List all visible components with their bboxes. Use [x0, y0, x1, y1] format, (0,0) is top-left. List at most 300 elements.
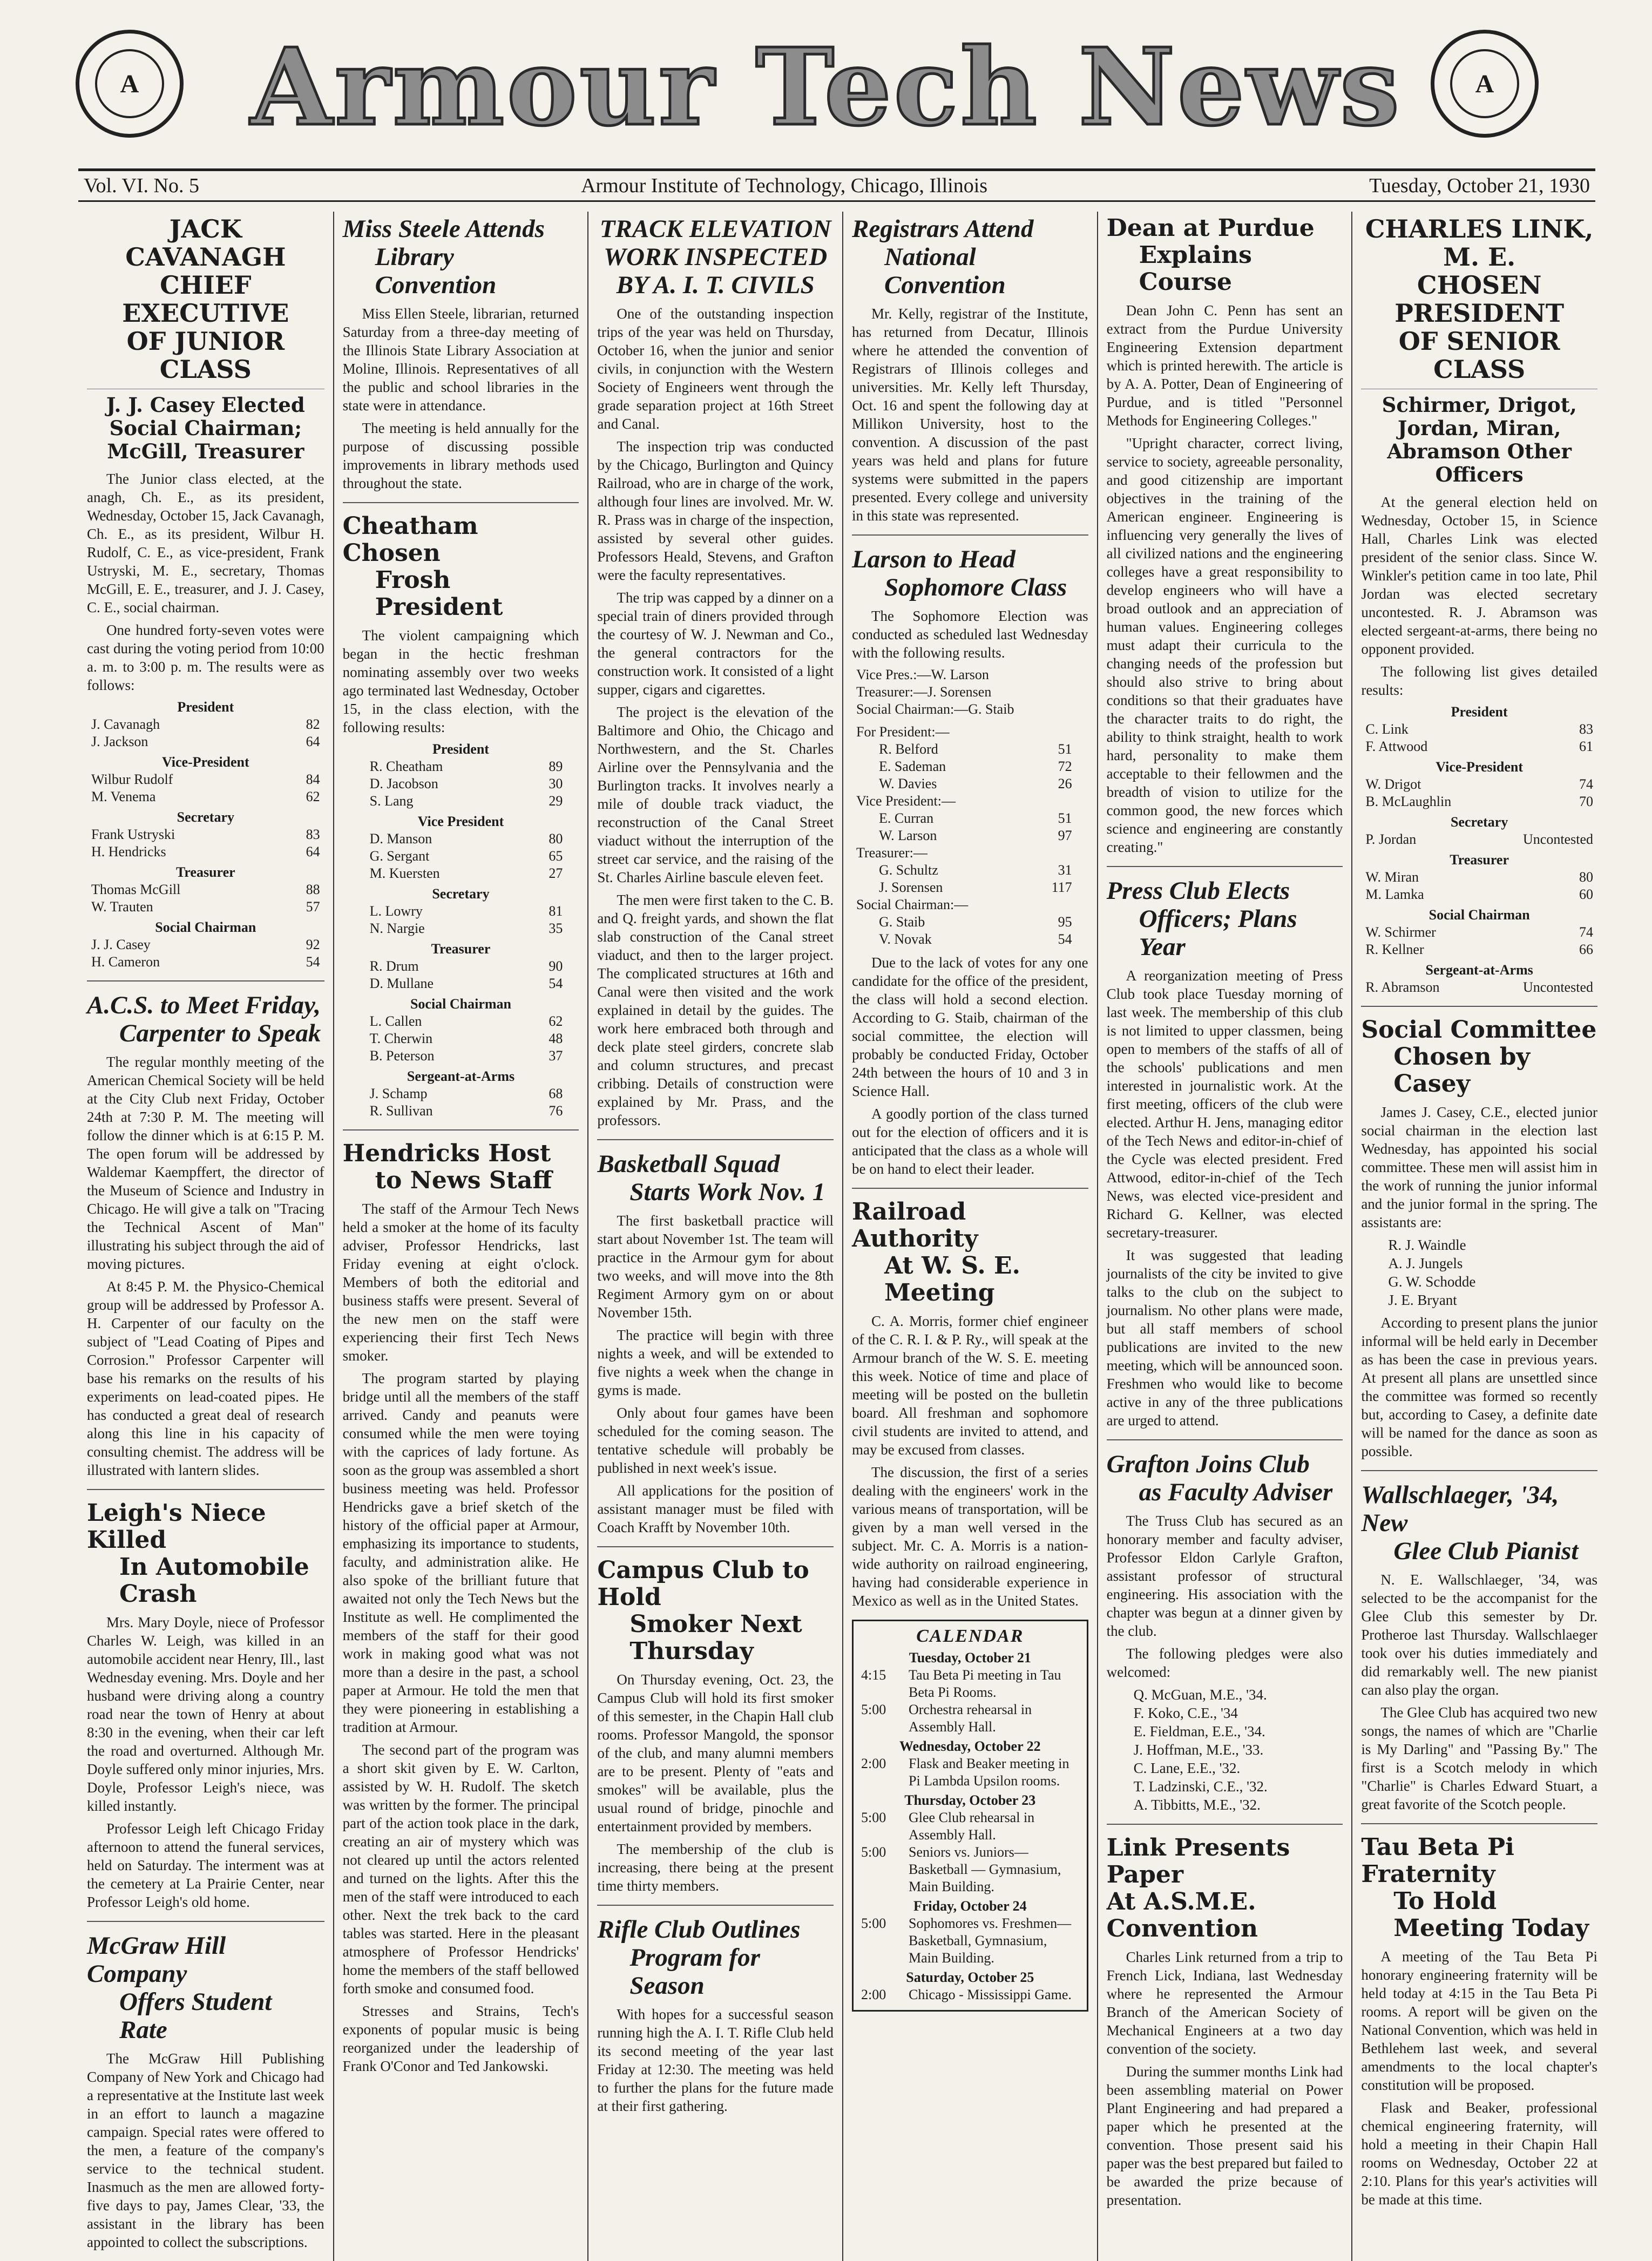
results-group-title: President: [177, 699, 234, 715]
event-time: 5:00: [861, 1702, 886, 1717]
headline-line: Tau Beta Pi Fraternity: [1361, 1833, 1514, 1888]
results-row: [343, 1030, 579, 1047]
headline-line: WORK INSPECTED: [604, 243, 828, 271]
vote-count: 60: [1579, 886, 1593, 902]
paragraph: During the summer months Link had been assembling material on Power Plant Engineering and had prepared a paper which he presented at the convention. Those present said his paper was the best prepared but failed to be awarded the prize because of presentation.: [1106, 2063, 1343, 2208]
results-group-title: Treasurer: [175, 864, 235, 880]
event-description: Seniors vs. Juniors—Basketball — Gymnasium, Main Building.: [908, 1844, 1061, 1894]
results-row: [852, 810, 1088, 827]
headline: [1107, 1450, 1343, 1506]
article-campus-club: [597, 1546, 834, 1895]
calendar-event: [861, 1915, 1079, 1967]
candidate-name: R. Kellner: [1365, 942, 1424, 957]
vote-count: 72: [1058, 759, 1072, 774]
seal-letter: A: [1450, 49, 1519, 118]
article-senior-election: [1361, 215, 1597, 996]
subheadline: J. J. Casey Elected Social Chairman; McGill, Treasurer: [87, 389, 324, 463]
paragraph: The practice will begin with three nights a week, and will be extended to five nights a week when the change in gyms is made.: [597, 1327, 834, 1398]
headline: [597, 1557, 834, 1665]
candidate-name: W. Davies: [878, 776, 937, 791]
paragraph: The following pledges were also welcomed:: [1106, 1646, 1343, 1680]
candidate-name: P. Jordan: [1365, 831, 1417, 847]
article-sophomore-election: [852, 534, 1088, 1178]
candidate-name: W. Schirmer: [1365, 924, 1436, 940]
vote-count: 54: [306, 954, 320, 970]
vote-count: 76: [549, 1103, 563, 1119]
vote-count: 27: [549, 865, 563, 881]
headline-line: Explains Course: [1139, 241, 1252, 296]
volume-number: Vol. VI. No. 5: [84, 174, 199, 197]
article-acs-meeting: [87, 980, 324, 1479]
vote-count: 61: [1579, 739, 1593, 754]
headline-line: CHARLES LINK, M. E.: [1365, 214, 1594, 272]
article-basketball: [597, 1139, 834, 1536]
results-row: [1361, 886, 1597, 903]
headline-line: Carpenter to Speak: [119, 1019, 321, 1047]
headline-line: Railroad Authority: [851, 1198, 978, 1253]
headline-line: Dean at Purdue: [1106, 214, 1315, 242]
results-table: [87, 699, 324, 971]
candidate-name: W. Drigot: [1365, 776, 1421, 792]
results-row: [852, 931, 1088, 948]
headline: [343, 1140, 579, 1194]
results-row: [343, 830, 579, 848]
article-tau-beta-pi: [1361, 1823, 1597, 2209]
headline-line: In Automobile Crash: [119, 1553, 309, 1608]
headline-line: Glee Club Pianist: [1393, 1537, 1579, 1565]
results-group-title: Social Chairman:—: [856, 897, 969, 912]
headline: [87, 991, 324, 1047]
vote-count: 31: [1058, 862, 1072, 878]
pledge: C. Lane, E.E., '32.: [1133, 1760, 1241, 1776]
candidate-name: N. Nargie: [369, 920, 425, 936]
headline: [343, 513, 579, 621]
candidate-name: E. Curran: [878, 810, 934, 826]
paragraph: The project is the elevation of the Baltimore and Ohio, the Chicago and Northwestern, and the St. Charles Airline over the Pennsylvania and the Burlington tracks. It involves nearly a mile of double track viaduct, the reconstruction of the Canal Street viaduct without the interruption of the street car service, and the raising of the St. Charles Airline bascule eleven feet.: [597, 704, 834, 885]
paragraph: The Junior class elected, at the anagh, Ch. E., as its president, Wednesday, October 15, Jack Cavanagh, Ch. E., as its president, Wilbur H. Rudolf, C. E., as vice-president, Frank Ustryski, M. E., secretary, Thomas McGill, E. E., treasurer, and J. J. Casey, C. E., social chairman.: [87, 471, 324, 615]
candidate-name: G. Staib: [878, 914, 925, 930]
institution: Armour Institute of Technology, Chicago, Illinois: [581, 174, 988, 197]
vote-count: 26: [1058, 776, 1072, 791]
calendar-event: [861, 1844, 1079, 1896]
headline: [852, 545, 1088, 601]
results-row: [343, 1013, 579, 1030]
headline: [87, 1500, 324, 1608]
paragraph: The Glee Club has acquired two new songs, the names of which are "Charlie is My Darling" and "Passing By." The first is a Scotch melody in which "Charlie" is Charles Edward Stuart, a great favorite of the Scotch people.: [1361, 1704, 1597, 1812]
headline: [852, 1199, 1088, 1306]
article-track-elevation: [597, 215, 834, 1129]
vote-count: 74: [1579, 924, 1593, 940]
article-purdue-dean: [1107, 215, 1343, 856]
candidate-name: L. Lowry: [369, 903, 423, 919]
results-row: [87, 843, 324, 861]
candidate-name: L. Callen: [369, 1013, 422, 1029]
headline-line: TRACK ELEVATION: [599, 215, 831, 243]
headline-line: Officers; Plans Year: [1139, 905, 1297, 961]
results-row: [852, 862, 1088, 879]
headline-line: as Faculty Adviser: [1139, 1478, 1333, 1506]
paragraph: Charles Link returned from a trip to French Lick, Indiana, last Wednesday where he represented the Armour Branch of the American Society of Mechanical Engineers at a two day convention of the society.: [1106, 1949, 1343, 2057]
vote-count: 95: [1058, 914, 1072, 930]
vote-count: 92: [306, 937, 320, 952]
candidate-name: D. Mullane: [369, 976, 434, 991]
headline-line: CHIEF EXECUTIVE: [122, 270, 289, 328]
candidate-name: V. Novak: [878, 931, 932, 947]
vote-count: 64: [306, 844, 320, 859]
paragraph: At the general election held on Wednesday, October 15, in Science Hall, Charles Link was elected president of the senior class. Since W. Winkler's petition came in too late, Phil Jordan was elected secretary uncontested. R. J. Abramson was elected sergeant-at-arms, there being no opponent provided.: [1361, 494, 1597, 657]
results-row: [343, 975, 579, 992]
candidate-name: R. Abramson: [1365, 979, 1440, 995]
candidate-name: B. Peterson: [369, 1048, 435, 1064]
issue-date: Tuesday, October 21, 1930: [1369, 174, 1590, 197]
paragraph: At 8:45 P. M. the Physico-Chemical group will be addressed by Professor A. H. Carpenter of our faculty on the subject of "Lead Coating of Pipes and Corrosion." Professor Carpenter will base his remarks on the results of his experiments on lead-coated pipes. He has conducted a great deal of research along this line in his capacity of consulting chemist. The address will be illustrated with lantern slides.: [87, 1278, 324, 1478]
candidate-name: H. Hendricks: [91, 844, 166, 859]
vote-count: 80: [1579, 869, 1593, 885]
member: G. W. Schodde: [1388, 1274, 1476, 1290]
results-row: [343, 958, 579, 975]
paragraph: The membership of the club is increasing, there being at the present time thirty members.: [597, 1841, 834, 1894]
headline-line: Leigh's Niece Killed: [87, 1499, 266, 1554]
vote-count: 64: [306, 734, 320, 749]
headline-line: A.C.S. to Meet Friday,: [87, 991, 321, 1019]
event-description: Sophomores vs. Freshmen—Basketball, Gymnasium, Main Building.: [908, 1915, 1072, 1966]
results-group-title: Vice-President: [1436, 759, 1524, 775]
results-row: [87, 881, 324, 898]
candidate-name: B. McLaughlin: [1365, 794, 1452, 809]
results-group-title: Secretary: [432, 886, 490, 902]
results-group-title: Sergeant-at-Arms: [1425, 962, 1533, 978]
calendar-box: [852, 1620, 1088, 2012]
results-group-title: Social Chairman: [410, 996, 512, 1012]
event-time: 4:15: [861, 1667, 886, 1683]
candidate-name: R. Cheatham: [369, 759, 443, 774]
article-leigh-niece: [87, 1489, 324, 1911]
results-row: [87, 771, 324, 788]
paragraph: The regular monthly meeting of the American Chemical Society will be held at the City Club next Friday, October 24th at 7:30 P. M. The meeting will follow the dinner which is at 6:15 P. M. The open forum will be addressed by Waldemar Kaempffert, the director of the Museum of Science and Industry in Chicago. He will give a talk on "Tracing the Technical Ascent of Man" illustrating his subject through the aid of moving pictures.: [87, 1054, 324, 1272]
candidate-name: T. Cherwin: [369, 1031, 433, 1046]
vote-count: Uncontested: [1523, 831, 1593, 847]
candidate-name: C. Link: [1365, 721, 1409, 737]
results-group-title: Vice President:—: [856, 793, 956, 809]
paragraph: Due to the lack of votes for any one candidate for the office of the president, the class will hold a second election. According to G. Staib, chairman of the social committee, the election will probably be conducted Friday, October 24th between the hours of 10 and 3 in Science Hall.: [851, 955, 1088, 1099]
paragraph: The staff of the Armour Tech News held a smoker at the home of its faculty adviser, Professor Hendricks, last Friday evening at eight o'clock. Members of both the editorial and business staffs were present. Several of the new men on the staff were experiencing their first Tech News smoker.: [342, 1201, 579, 1364]
calendar-entries: [861, 1649, 1079, 2003]
candidate-name: J. J. Casey: [91, 937, 151, 952]
paragraph: James J. Casey, C.E., elected junior social chairman in the election last Wednesday, has appointed his social committee. These men will assist him in the work of running the junior informal and the junior formal in the spring. The assistants are:: [1361, 1104, 1597, 1230]
event-description: Glee Club rehearsal in Assembly Hall.: [908, 1810, 1035, 1843]
calendar-day: Saturday, October 25: [906, 1969, 1034, 1985]
calendar-day: Tuesday, October 21: [909, 1650, 1031, 1666]
paragraph: Dean John C. Penn has sent an extract from the Purdue University Engineering Extension department which is printed herewith. The article is by A. A. Potter, Dean of Engineering of Purdue, and is titled "Personnel Methods for Engineering Colleges.": [1106, 302, 1343, 429]
article-glee-club-pianist: [1361, 1470, 1597, 1813]
results-group-title: Vice-President: [161, 754, 249, 770]
vote-count: 65: [549, 848, 563, 864]
paragraph: A reorganization meeting of Press Club took place Tuesday morning of last week. The membership of this club is not limited to upper classmen, being open to members of the staffs of all of the schools' publications and men interested in journalistic work. At the first meeting, officers of the club were elected. Arthur H. Jens, managing editor of the Tech News and editor-in-chief of the Cycle was elected president. Fred Attwood, editor-in-chief of the Tech News, was elected vice-president and Richard G. Kellner, was elected secretary-treasurer.: [1106, 967, 1343, 1241]
vote-count: 35: [549, 920, 563, 936]
results-row: [87, 733, 324, 750]
column-3: [587, 212, 842, 2261]
calendar-event: [861, 1809, 1079, 1844]
candidate-name: Wilbur Rudolf: [91, 771, 173, 787]
results-row: [87, 788, 324, 805]
candidate-name: W. Trauten: [91, 899, 153, 915]
paragraph: The Truss Club has secured as an honorary member and faculty adviser, Professor Eldon Carlyle Grafton, assistant professor of structural engineering. His association with the chapter was begun at a dinner given by the club.: [1106, 1513, 1343, 1639]
results-row: [343, 758, 579, 775]
results-row: [87, 936, 324, 953]
calendar-day: Thursday, October 23: [904, 1792, 1036, 1808]
paragraph: On Thursday evening, Oct. 23, the Campus Club will hold its first smoker of this semester, in the Chapin Hall club rooms. Professor Mangold, the sponsor of the club, and many alumni members are to be present. Plenty of "eats and smokes" will be available, plus the usual round of bridge, pinochle and entertainment provided by members.: [597, 1671, 834, 1834]
results-group-title: President: [432, 741, 489, 757]
headline: [597, 1150, 834, 1206]
paragraph: A meeting of the Tau Beta Pi honorary engineering fraternity will be held today at 4:15 in the Tau Beta Pi rooms. A report will be given on the National Convention, which was held in Bethlehem last week, and several amendments to the local chapter's constitution will be proposed.: [1361, 1948, 1597, 2093]
paragraph: It was suggested that leading journalists of the city be invited to give talks to the club on the subject to journalism. No other plans were made, but all staff members of school publications are invited to the new meeting, which will be announced soon. Freshmen who would like to become active in any of the three publications are urged to attend.: [1106, 1247, 1343, 1429]
paragraph: A goodly portion of the class turned out for the election of officers and it is anticipated that the class as a whole will be on hand to elect their leader.: [851, 1106, 1088, 1177]
results-group-title: President: [1451, 704, 1508, 720]
results-group-title: For President:—: [856, 724, 950, 740]
results-group-title: Social Chairman: [1428, 907, 1530, 923]
pledge: A. Tibbitts, M.E., '32.: [1133, 1797, 1261, 1813]
results-row: [1361, 979, 1597, 996]
vote-count: 30: [549, 776, 563, 791]
officer-list: [852, 666, 1088, 718]
headline-line: Starts Work Nov. 1: [629, 1178, 825, 1206]
paragraph: One hundred forty-seven votes were cast during the voting period from 10:00 a. m. to 3:00 p. m. The results were as follows:: [87, 622, 324, 693]
paragraph: Only about four games have been scheduled for the coming season. The tentative schedule will probably be published in next week's issue.: [597, 1405, 834, 1476]
headline-line: At W. S. E. Meeting: [884, 1252, 1020, 1306]
article-railroad-authority: [852, 1188, 1088, 1610]
article-frosh-election: [343, 502, 579, 1120]
paragraph: The second part of the program was a short skit given by E. W. Carlton, assisted by W. H. Rudolf. The sketch was written by the former. The principal part of the action took place in the dark, creating an air of mystery which was not cleared up until the actors relented and turned on the lights. After this the men of the staff were introduced to each other. Next the trek back to the card tables was started. Here in the pleasant atmosphere of Professor Hendricks' home the members of the staff bellowed forth smoke and consumed food.: [342, 1742, 579, 1996]
event-time: 2:00: [861, 1987, 886, 2002]
headline: [597, 1915, 834, 2000]
officer: Social Chairman:—G. Staib: [856, 701, 1014, 717]
vote-count: 82: [306, 716, 320, 732]
candidate-name: J. Jackson: [91, 734, 148, 749]
results-row: [343, 793, 579, 810]
vote-count: 54: [549, 976, 563, 991]
results-group-title: Treasurer:—: [856, 845, 927, 861]
masthead: [0, 0, 1652, 162]
pledge: T. Ladzinski, C.E., '32.: [1133, 1778, 1268, 1795]
results-group-title: Treasurer: [431, 941, 491, 957]
headline-line: Link Presents Paper: [1106, 1834, 1290, 1888]
event-description: Flask and Beaker meeting in Pi Lambda Upsilon rooms.: [908, 1756, 1069, 1789]
results-group-title: Vice President: [417, 814, 504, 829]
candidate-name: H. Cameron: [91, 954, 160, 970]
results-row: [1361, 776, 1597, 793]
results-row: [87, 716, 324, 733]
headline: [597, 215, 834, 299]
event-time: 2:00: [861, 1756, 886, 1771]
headline: [87, 215, 324, 383]
article-library-convention: [343, 215, 579, 492]
vote-count: 80: [549, 831, 563, 847]
candidate-name: M. Venema: [91, 789, 156, 804]
pledge: F. Koko, C.E., '34: [1133, 1705, 1238, 1721]
calendar-event: [861, 1986, 1079, 2003]
candidate-name: R. Belford: [878, 741, 938, 757]
headline: [852, 215, 1088, 299]
candidate-name: J. Cavanagh: [91, 716, 160, 732]
vote-count: 68: [549, 1086, 563, 1101]
results-row: [343, 848, 579, 865]
vote-count: 51: [1058, 741, 1072, 757]
headline-line: Larson to Head: [851, 545, 1015, 573]
headline-line: OF JUNIOR CLASS: [126, 327, 285, 384]
event-time: 5:00: [861, 1810, 886, 1825]
article-social-committee: [1361, 1006, 1597, 1460]
member: A. J. Jungels: [1388, 1255, 1463, 1271]
pledge: E. Fieldman, E.E., '34.: [1133, 1723, 1265, 1739]
headline-line: McGraw Hill Company: [87, 1932, 226, 1988]
candidate-name: R. Sullivan: [369, 1103, 433, 1119]
headline-line: Miss Steele Attends: [342, 215, 545, 243]
candidate-name: E. Sademan: [878, 759, 946, 774]
paragraph: Mr. Kelly, registrar of the Institute, has returned from Decatur, Illinois where he attended the convention of Registrars of Illinois colleges and universities. Mr. Kelly left Thursday, Oct. 16 and spent the following day at Millikon University, host to the convention. A discussion of the past years was held and plans for future systems were submitted in the papers presented. Every college and university in this state was represented.: [851, 306, 1088, 524]
vote-count: 83: [306, 827, 320, 842]
newspaper-title: Armour Tech News: [250, 25, 1402, 150]
results-table: [343, 741, 579, 1120]
paragraph: N. E. Wallschlaeger, '34, was selected to be the accompanist for the Glee Club this semester by Dr. Protheroe last Thursday. Wallschlaeger took over his duties immediately and did remarkably well. The new pianist can also play the organ.: [1361, 1572, 1597, 1698]
paragraph: The first basketball practice will start about November 1st. The team will practice in the Armour gym for about two weeks, and will move into the 8th Regiment Armory gym on or about November 15th.: [597, 1213, 834, 1321]
vote-count: 62: [306, 789, 320, 804]
results-group-title: Sergeant-at-Arms: [407, 1068, 515, 1084]
results-row: [343, 775, 579, 793]
vote-count: 81: [549, 903, 563, 919]
dateline: [78, 168, 1595, 202]
results-row: [1361, 831, 1597, 848]
headline-line: Rifle Club Outlines: [597, 1915, 801, 1944]
results-table: [1361, 703, 1597, 996]
paragraph: All applications for the position of assistant manager must be filed with Coach Krafft by November 10th.: [597, 1482, 834, 1535]
candidate-name: F. Attwood: [1365, 739, 1428, 754]
vote-count: 84: [306, 771, 320, 787]
headline: [87, 1932, 324, 2044]
candidate-name: G. Sergant: [369, 848, 430, 864]
results-row: [852, 879, 1088, 896]
vote-count: 66: [1579, 942, 1593, 957]
vote-count: 90: [549, 958, 563, 974]
results-row: [1361, 721, 1597, 738]
headline: [1361, 1481, 1597, 1565]
calendar-event: [861, 1667, 1079, 1701]
vote-count: 74: [1579, 776, 1593, 792]
results-row: [343, 1102, 579, 1120]
headline-line: Chosen by Casey: [1393, 1043, 1531, 1098]
pledge: J. Hoffman, M.E., '33.: [1133, 1742, 1264, 1758]
results-row: [343, 1085, 579, 1102]
article-junior-election: [87, 215, 324, 971]
vote-count: 89: [549, 759, 563, 774]
results-row: [343, 920, 579, 937]
headline: [343, 215, 579, 299]
column-1: [78, 212, 333, 2261]
headline-line: Grafton Joins Club: [1106, 1450, 1310, 1478]
headline: [1361, 1017, 1597, 1098]
paragraph: C. A. Morris, former chief engineer of the C. R. I. & P. Ry., will speak at the Armour branch of the W. S. E. meeting this week. Notice of time and place of meeting will be posted on the bulletin board. All freshman and sophomore civil students are invited to attend, and may be excused from classes.: [851, 1313, 1088, 1458]
headline-line: Registrars Attend: [851, 215, 1034, 243]
vote-count: 57: [306, 899, 320, 915]
results-row: [852, 913, 1088, 931]
headline-line: Basketball Squad: [597, 1150, 780, 1178]
vote-count: 37: [549, 1048, 563, 1064]
results-row: [1361, 793, 1597, 810]
paragraph: The following list gives detailed results:: [1361, 664, 1597, 698]
headline-line: Press Club Elects: [1106, 877, 1290, 905]
calendar-event: [861, 1701, 1079, 1736]
paragraph: Miss Ellen Steele, librarian, returned Saturday from a three-day meeting of the Illinois State Library Association at Moline, Illinois. Representatives of all the public and school libraries in the state were in attendance.: [342, 306, 579, 414]
article-news-staff-smoker: [343, 1129, 579, 2075]
results-group-title: Social Chairman: [155, 919, 256, 935]
results-row: [852, 741, 1088, 758]
results-row: [852, 775, 1088, 793]
candidate-name: W. Larson: [878, 828, 937, 843]
candidate-name: S. Lang: [369, 793, 414, 809]
candidate-name: M. Lamka: [1365, 886, 1424, 902]
column-5: [1097, 212, 1352, 2261]
headline-line: Frosh President: [375, 566, 503, 621]
column-2: [333, 212, 588, 2261]
calendar-event: [861, 1755, 1079, 1790]
headline-line: JACK CAVANAGH: [125, 214, 286, 272]
candidate-name: Thomas McGill: [91, 882, 181, 897]
article-mcgraw-hill: [87, 1921, 324, 2251]
article-columns: [78, 212, 1606, 2250]
headline: [1107, 1834, 1343, 1942]
member: J. E. Bryant: [1388, 1292, 1457, 1308]
paragraph: The program started by playing bridge until all the members of the staff arrived. Candy and peanuts were consumed while the men were toying with the caprices of lady fortune. As soon as the group was assembled a short business meeting was held. Professor Hendricks gave a brief sketch of the history of the official paper at Armour, emphasizing its importance to students, faculty, and administration alike. He also spoke of the brilliant future that awaited not only the Tech News but the Institute as well. He complimented the members of the staff for their good work in making good what was not more than a desire in the past, a school paper at Armour. He told the men that they were pioneering in establishing a tradition at Armour.: [342, 1370, 579, 1735]
paragraph: The discussion, the first of a series dealing with the engineers' work in the various means of transportation, will be given by a man well versed in the subject. Mr. C. A. Morris is a nation-wide authority on railroad engineering, having had considerable experience in Mexico as well as in the United States.: [851, 1464, 1088, 1609]
paragraph: Professor Leigh left Chicago Friday afternoon to attend the funeral services, held on Saturday. The interment was at the cemetery at La Prairie Center, near Professor Leigh's old home.: [87, 1820, 324, 1910]
paragraph: The McGraw Hill Publishing Company of New York and Chicago had a representative at the Institute last week in an effort to launch a magazine campaign. Special rates were offered to the men, a feature of the company's service to the technical student. Inasmuch as the men are allowed forty-five days to pay, James Clear, '33, the assistant in the library has been appointed to collect the subscriptions.: [87, 2050, 324, 2250]
headline-line: National Convention: [884, 243, 1006, 299]
column-6: [1351, 212, 1606, 2261]
candidate-name: D. Jacobson: [369, 776, 438, 791]
vote-count: 51: [1058, 810, 1072, 826]
candidate-name: D. Manson: [369, 831, 432, 847]
paragraph: With hopes for a successful season running high the A. I. T. Rifle Club held its second meeting of the year last Friday at 12:30. The meeting was held to further the plans for the future made at their first gathering.: [597, 2006, 834, 2114]
article-press-club: [1107, 866, 1343, 1430]
paragraph: The men were first taken to the C. B. and Q. freight yards, and shown the flat slab construction of the Canal street viaduct, and then to the larger project. The complicated structures at 16th and Canal were then visited and the work explained in detail by the guides. The work here embraced both through and deck plate steel girders, concrete slab and column structures, and precast cribbing. Details of construction were explained by Mr. Prass, and the professors.: [597, 892, 834, 1128]
paragraph: The Sophomore Election was conducted as scheduled last Wednesday with the following results.: [851, 608, 1088, 661]
headline-line: To Hold Meeting Today: [1393, 1887, 1589, 1942]
headline-line: CHOSEN PRESIDENT: [1394, 270, 1565, 328]
officer: Treasurer:—J. Sorensen: [856, 684, 992, 700]
vote-count: 97: [1058, 828, 1072, 843]
paragraph: Flask and Beaker, professional chemical engineering fraternity, will hold a meeting in their Chapin Hall rooms on Wednesday, October 22 at 2:10. Plans for this year's activities will be made at this time.: [1361, 2100, 1597, 2208]
article-rifle-club: [597, 1905, 834, 2115]
results-row: [87, 953, 324, 971]
officer: Vice Pres.:—W. Larson: [856, 667, 989, 682]
headline-line: Program for Season: [629, 1944, 760, 2000]
results-row: [343, 865, 579, 882]
pledge-list: [1107, 1685, 1343, 1814]
headline: [1361, 215, 1597, 383]
results-row: [1361, 941, 1597, 958]
candidate-name: J. Sorensen: [878, 879, 943, 895]
headline-line: At A.S.M.E. Convention: [1106, 1888, 1258, 1942]
paragraph: Stresses and Strains, Tech's exponents of popular music is being reorganized under the leadership of Frank O'Conor and Ted Jankowski.: [342, 2003, 579, 2074]
headline-line: to News Staff: [375, 1167, 552, 1194]
article-link-asme: [1107, 1824, 1343, 2209]
event-description: Orchestra rehearsal in Assembly Hall.: [908, 1702, 1032, 1735]
results-row: [1361, 924, 1597, 941]
vote-count: 29: [549, 793, 563, 809]
results-row: [1361, 869, 1597, 886]
results-row: [343, 903, 579, 920]
headline-line: Smoker Next Thursday: [629, 1610, 802, 1665]
event-description: Chicago - Mississippi Game.: [908, 1987, 1072, 2002]
